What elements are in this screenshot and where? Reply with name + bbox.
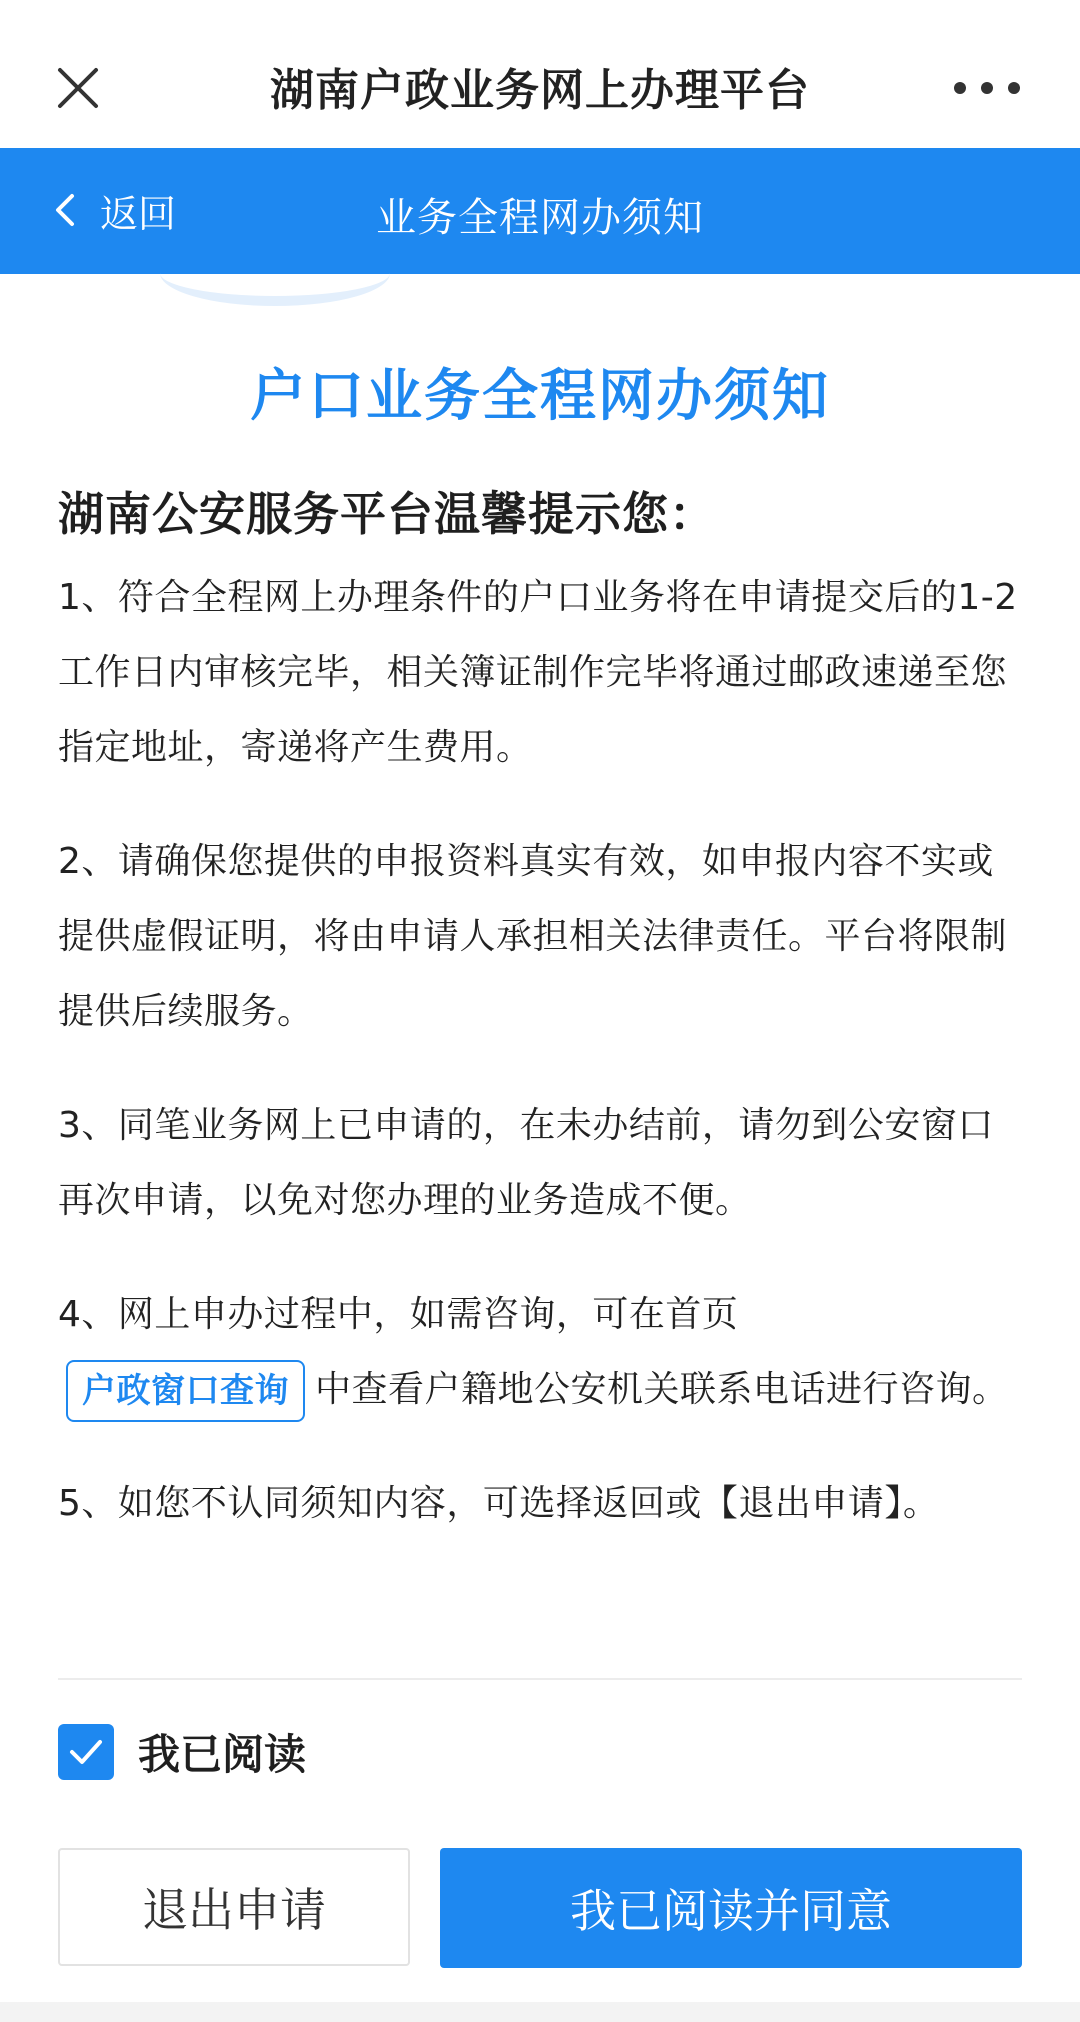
more-dots-icon[interactable]	[942, 66, 1032, 110]
read-checkbox-label: 我已阅读	[138, 1730, 307, 1779]
chevron-left-icon	[52, 190, 78, 230]
notice-item-1: 1、符合全程网上办理条件的户口业务将在申请提交后的1-2工作日内审核完毕，相关簿证制作完毕将通过邮政速递至您指定地址，寄递将产生费用。	[58, 577, 1018, 768]
divider	[58, 1678, 1022, 1680]
notice-item-4	[58, 1277, 1022, 1427]
page-heading: 户口业务全程网办须知	[250, 364, 830, 429]
back-label: 返回	[100, 191, 177, 236]
read-agreement-checkbox-row[interactable]	[58, 1724, 306, 1780]
decorative-arc	[160, 240, 390, 306]
app-bar	[0, 0, 1080, 148]
back-button[interactable]	[52, 178, 176, 242]
notice-item-4-after: 中查看户籍地公安机关联系电话进行咨询。	[315, 1369, 1009, 1410]
app-title: 湖南户政业务网上办理平台	[270, 65, 810, 116]
sub-header-title: 业务全程网办须知	[376, 195, 704, 241]
bottom-strip	[0, 2002, 1080, 2022]
close-icon[interactable]	[48, 58, 108, 118]
checkmark-icon	[68, 1737, 104, 1767]
notice-list	[58, 560, 1022, 1580]
read-and-agree-button[interactable]: 我已阅读并同意	[440, 1848, 1022, 1968]
intro-text: 湖南公安服务平台温馨提示您：	[58, 487, 716, 541]
notice-item-4-before: 4、网上申办过程中，如需咨询，可在首页	[58, 1294, 739, 1335]
exit-application-button[interactable]: 退出申请	[58, 1848, 410, 1966]
household-window-query-link[interactable]: 户政窗口查询	[66, 1360, 305, 1422]
read-checkbox[interactable]	[58, 1724, 114, 1780]
notice-item-5: 5、如您不认同须知内容，可选择返回或【退出申请】。	[58, 1483, 940, 1524]
notice-item-3: 3、同笔业务网上已申请的，在未办结前，请勿到公安窗口再次申请，以免对您办理的业务造成不便。	[58, 1105, 994, 1221]
notice-item-2: 2、请确保您提供的申报资料真实有效，如申报内容不实或提供虚假证明，将由申请人承担相关法律责任。平台将限制提供后续服务。	[58, 841, 1008, 1032]
